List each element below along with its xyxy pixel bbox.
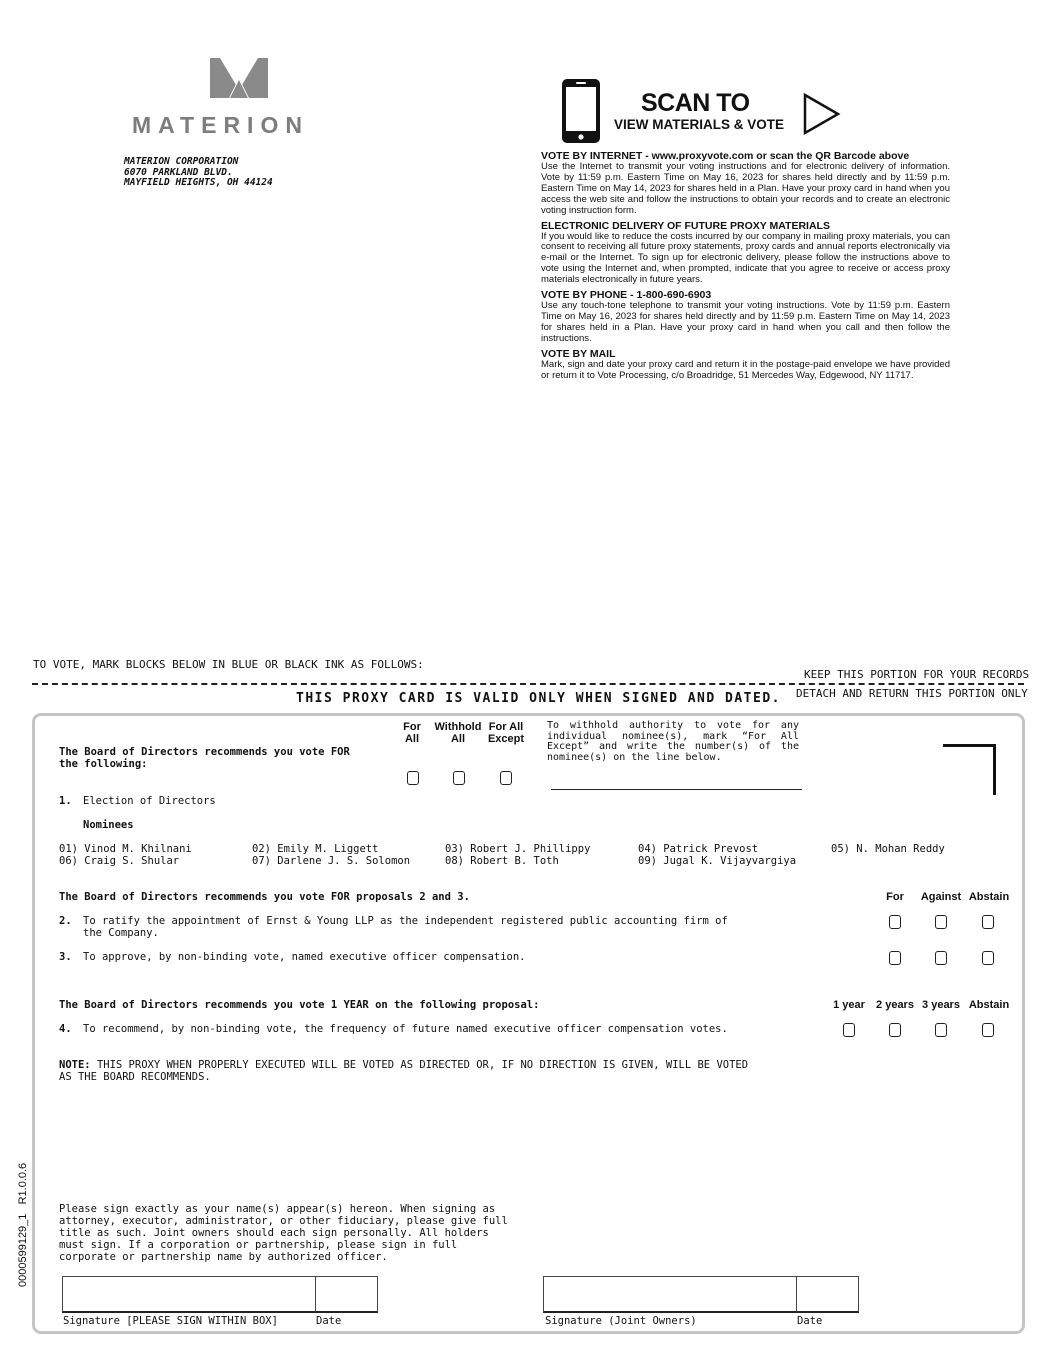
item3-against-checkbox[interactable] (935, 951, 947, 965)
col-2-years: 2 years (876, 999, 914, 1011)
nominee: 05) N. Mohan Reddy (831, 843, 945, 855)
item-number: 1. (59, 795, 72, 807)
materion-logo-text: MATERION (132, 112, 309, 138)
item-text: To approve, by non-binding vote, named executive officer compensation. (83, 951, 526, 963)
section-heading: VOTE BY INTERNET - www.proxyvote.com or scan the QR Barcode above (541, 150, 910, 162)
section-heading: ELECTRONIC DELIVERY OF FUTURE PROXY MATERIALS (541, 219, 830, 232)
corner-mark (943, 744, 996, 795)
board-recommendation-1: The Board of Directors recommends you vote FOR the following: (59, 746, 350, 770)
joint-date-label: Date (797, 1315, 823, 1327)
item2-against-checkbox[interactable] (935, 915, 947, 929)
joint-date-box[interactable] (796, 1276, 859, 1313)
item2-abstain-checkbox[interactable] (982, 915, 994, 929)
keep-portion-label: KEEP THIS PORTION FOR YOUR RECORDS (804, 668, 1030, 681)
section-body: Mark, sign and date your proxy card and return it in the postage-paid envelope we have provided or return it to Vote Processing, c/o Broadridge, 51 Mercedes Way, Edgewood, NY 11717. (541, 358, 950, 381)
col-3-years: 3 years (922, 999, 960, 1011)
vote-mail-section (541, 348, 950, 382)
nominee: 04) Patrick Prevost (638, 843, 759, 855)
section-body: Use any touch-tone telephone to transmit your voting instructions. Vote by 11:59 p.m. Eastern Time on May 16, 2023 for shares held directly and by 11:59 p.m. Eastern Time on May 14, 2023 for shares held in a Plan. Have your proxy card in hand when you call and then follow the instructions. (541, 300, 950, 344)
item-number: 2. (59, 915, 72, 927)
section-heading: VOTE BY PHONE - 1-800-690-6903 (541, 289, 712, 302)
nominee: 06) Craig S. Shular (59, 855, 180, 867)
item4-3-years-checkbox[interactable] (935, 1023, 947, 1037)
nominees-label: Nominees (83, 819, 134, 831)
signature-box[interactable] (62, 1276, 316, 1313)
col-for-all-except: For All Except (487, 721, 525, 745)
board-recommendation-3: The Board of Directors recommends you vote 1 YEAR on the following proposal: (59, 999, 540, 1011)
address-line: 6070 PARKLAND BLVD. (124, 166, 233, 178)
for-all-except-checkbox[interactable] (500, 771, 512, 785)
col-for: For (886, 891, 904, 903)
phone-icon (560, 77, 602, 149)
address-line: MATERION CORPORATION (124, 156, 239, 167)
item-number: 4. (59, 1023, 72, 1035)
ink-instructions: TO VOTE, MARK BLOCKS BELOW IN BLUE OR BLACK INK AS FOLLOWS: (33, 658, 424, 671)
vote-phone-section (541, 289, 950, 345)
nominee-exception-line[interactable] (551, 789, 802, 790)
col-for-all: For All (403, 721, 421, 745)
play-arrow-icon (802, 92, 842, 140)
materion-logo (132, 56, 347, 138)
item2-for-checkbox[interactable] (889, 915, 901, 929)
item-text: To recommend, by non-binding vote, the frequency of future named executive officer compensation votes. (83, 1023, 728, 1035)
section-body: If you would like to reduce the costs incurred by our company in mailing proxy materials, you can consent to receiving all future proxy statements, proxy cards and annual reports electronically via e-mail or the Internet. To sign up for electronic delivery, please follow the instructions above to vote using the Internet and, when prompted, indicate that you agree to receive or access proxy materials electronically in future years. (541, 230, 950, 286)
nominee: 01) Vinod M. Khilnani (59, 843, 192, 855)
nominee: 08) Robert B. Toth (445, 855, 559, 867)
nominee: 02) Emily M. Liggett (252, 843, 379, 855)
for-all-checkbox[interactable] (407, 771, 419, 785)
item-number: 3. (59, 951, 72, 963)
detach-dashed-line (32, 683, 1024, 685)
withhold-instructions: To withhold authority to vote for any individual nominee(s), mark “For All Except” and write the number(s) of the nominee(s) on the line below. (547, 720, 799, 763)
date-box[interactable] (315, 1276, 378, 1313)
item3-for-checkbox[interactable] (889, 951, 901, 965)
board-recommendation-2: The Board of Directors recommends you vote FOR proposals 2 and 3. (59, 891, 470, 903)
item4-2-years-checkbox[interactable] (889, 1023, 901, 1037)
item4-1-year-checkbox[interactable] (843, 1023, 855, 1037)
signature-label: Signature [PLEASE SIGN WITHIN BOX] (63, 1315, 278, 1327)
joint-signature-label: Signature (Joint Owners) (545, 1315, 697, 1327)
col-abstain: Abstain (968, 891, 1010, 903)
withhold-all-checkbox[interactable] (453, 771, 465, 785)
note-text: THIS PROXY WHEN PROPERLY EXECUTED WILL BE VOTED AS DIRECTED OR, IF NO DIRECTION IS GIVEN, WILL BE VOTED AS THE BOARD RECOMMENDS. (59, 1059, 749, 1083)
item-text: Election of Directors (83, 795, 216, 807)
materion-logo-mark-icon (132, 56, 347, 106)
section-heading: VOTE BY MAIL (541, 347, 616, 360)
joint-signature-box[interactable] (543, 1276, 797, 1313)
voting-instructions (541, 150, 950, 382)
item3-abstain-checkbox[interactable] (982, 951, 994, 965)
note-label: NOTE: (59, 1059, 91, 1071)
return-portion-label: DETACH AND RETURN THIS PORTION ONLY (796, 687, 1028, 700)
col-abstain: Abstain (968, 999, 1010, 1011)
col-withhold-all: Withhold All (434, 721, 482, 745)
section-body: Use the Internet to transmit your voting instructions and for electronic delivery of information. Vote by 11:59 p.m. Eastern Time on May 16, 2023 for shares held directly and by 11:59 p.m. Eastern Time on May 14, 2023 for shares held in a Plan. Have your proxy card in hand when you access the web site and follow the instructions to obtain your records and to create an electronic voting instruction form. (541, 161, 950, 216)
electronic-delivery-section (541, 220, 950, 287)
col-1-year: 1 year (833, 999, 865, 1011)
col-against: Against (920, 891, 962, 903)
address-line: MAYFIELD HEIGHTS, OH 44124 (124, 177, 273, 188)
nominee: 03) Robert J. Phillippy (445, 843, 591, 855)
form-code: 0000599129_1 R1.0.0.6 (17, 1162, 29, 1287)
company-address (124, 157, 273, 189)
nominee: 07) Darlene J. S. Solomon (252, 855, 411, 867)
item-text: To ratify the appointment of Ernst & Young LLP as the independent registered public accounting firm of the Company. (83, 915, 728, 939)
scan-subtitle: VIEW MATERIALS & VOTE (614, 117, 785, 132)
date-label: Date (316, 1315, 342, 1327)
scan-title: SCAN TO (641, 89, 750, 117)
note (59, 1059, 759, 1083)
item4-abstain-checkbox[interactable] (982, 1023, 994, 1037)
nominee: 09) Jugal K. Vijayvargiya (638, 855, 797, 867)
vote-internet-section (541, 150, 950, 217)
signing-instructions: Please sign exactly as your name(s) appear(s) hereon. When signing as attorney, executor, administrator, or other fiduciary, please give full title as such. Joint owners should each sign personally. All holders must sign. If a corporation or partnership, please sign in full corporate or partnership name by authorized officer. (59, 1203, 508, 1263)
valid-notice: THIS PROXY CARD IS VALID ONLY WHEN SIGNED AND DATED. (296, 691, 781, 706)
